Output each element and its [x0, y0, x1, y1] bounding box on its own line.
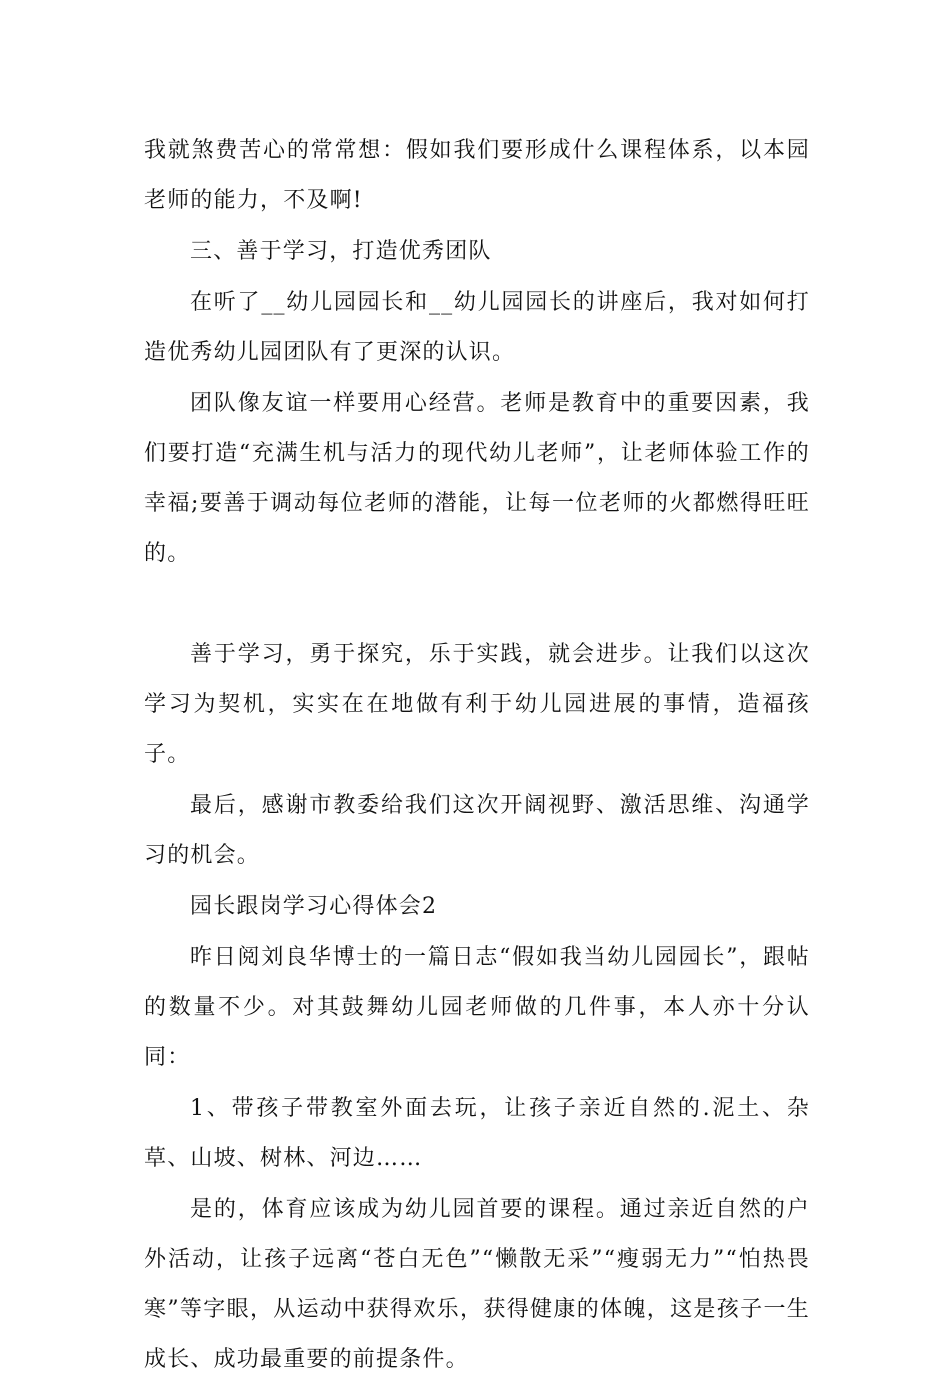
- paragraph-1: 我就煞费苦心的常常想：假如我们要形成什么课程体系，以本园老师的能力，不及啊!: [144, 138, 810, 213]
- article-title-2: 园长跟岗学习心得体会2: [190, 894, 438, 919]
- document-body: [144, 126, 810, 1386]
- paragraph-8: 昨日阅刘良华博士的一篇日志“假如我当幼儿园园长”，跟帖的数量不少。对其鼓舞幼儿园老师做的几件事，本人亦十分认同：: [144, 945, 810, 1070]
- list-item-1: 1、带孩子带教室外面去玩，让孩子亲近自然的.泥土、杂草、山坡、树林、河边……: [144, 1096, 810, 1171]
- section-heading-3: 三、善于学习，打造优秀团队: [190, 239, 492, 264]
- blank-line: [144, 580, 810, 630]
- paragraph-10: 是的，体育应该成为幼儿园首要的课程。通过亲近自然的户外活动，让孩子远离“苍白无色”“懒散无采”“瘦弱无力”“怕热畏寒”等字眼，从运动中获得欢乐，获得健康的体魄，这是孩子一生成长、成功最重要的前提条件。: [144, 1197, 810, 1372]
- paragraph-4: 团队像友谊一样要用心经营。老师是教育中的重要因素，我们要打造“充满生机与活力的现代幼儿老师”，让老师体验工作的幸福;要善于调动每位老师的潜能，让每一位老师的火都燃得旺旺的。: [144, 391, 810, 566]
- paragraph-6: 最后，感谢市教委给我们这次开阔视野、激活思维、沟通学习的机会。: [144, 793, 810, 868]
- paragraph-5: 善于学习，勇于探究，乐于实践，就会进步。让我们以这次学习为契机，实实在在地做有利于幼儿园进展的事情，造福孩子。: [144, 642, 810, 767]
- paragraph-3: 在听了__幼儿园园长和__幼儿园园长的讲座后，我对如何打造优秀幼儿园团队有了更深的认识。: [144, 290, 810, 365]
